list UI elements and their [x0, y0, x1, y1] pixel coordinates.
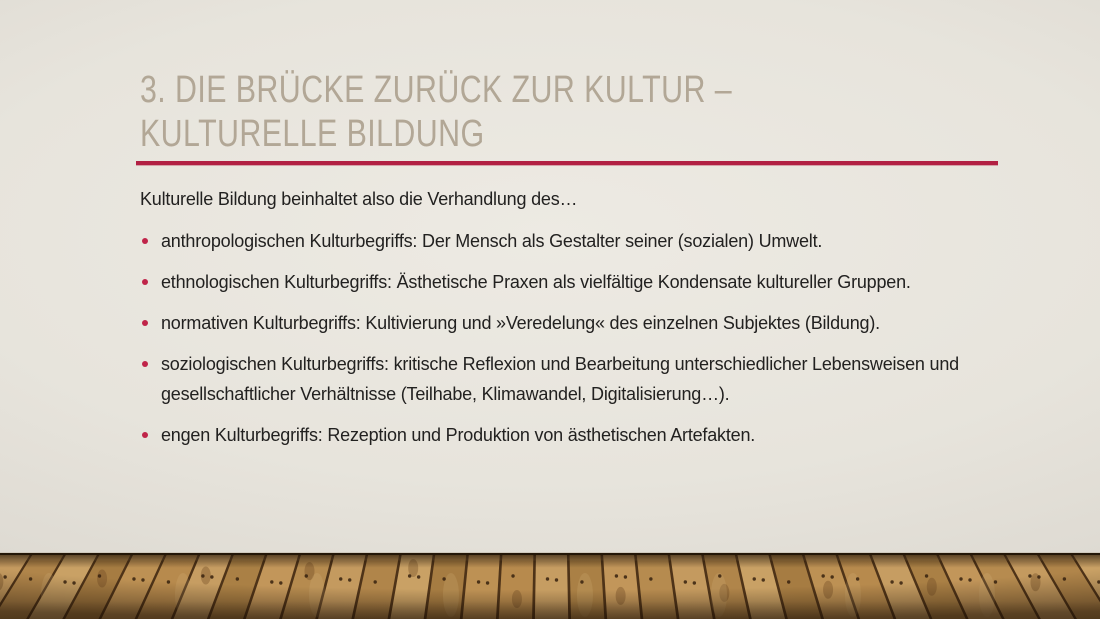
bullet-icon	[142, 320, 148, 326]
intro-text: Kulturelle Bildung beinhaltet also die Verhandlung des…	[140, 189, 578, 209]
wall-floor-junction-line	[0, 553, 1100, 555]
page-title	[140, 68, 732, 156]
list-item	[140, 420, 1040, 450]
floor-bottom-shadow	[0, 553, 1100, 619]
bullet-text: anthropologischen Kulturbegriffs: Der Mensch als Gestalter seiner (sozialen) Umwelt.	[161, 231, 823, 251]
list-item	[140, 349, 1040, 409]
list-item	[140, 308, 1040, 338]
title-line-1: 3. DIE BRÜCKE ZURÜCK ZUR KULTUR –	[140, 69, 733, 111]
bullet-list	[140, 226, 1040, 461]
bullet-text: normativen Kulturbegriffs: Kultivierung und »Veredelung« des einzelnen Subjektes (Bildung).	[161, 313, 880, 333]
bullet-icon	[142, 279, 148, 285]
bullet-icon	[142, 361, 148, 367]
bullet-icon	[142, 238, 148, 244]
bullet-text: ethnologischen Kulturbegriffs: Ästhetische Praxen als vielfältige Kondensate kultureller Gruppen.	[161, 272, 911, 292]
wood-floor-image	[0, 552, 1100, 619]
bullet-icon	[142, 432, 148, 438]
list-item	[140, 226, 1040, 256]
wood-floor-graphic	[0, 553, 1100, 619]
title-accent-divider	[136, 161, 998, 165]
title-line-2: KULTURELLE BILDUNG	[140, 113, 485, 155]
bullet-text: soziologischen Kulturbegriffs: kritische Reflexion und Bearbeitung unterschiedlicher Lebensweisen und gesellschaftlicher Verhältnisse (Teilhabe, Klimawandel, Digitalisierung…).	[161, 354, 959, 404]
bullet-text: engen Kulturbegriffs: Rezeption und Produktion von ästhetischen Artefakten.	[161, 425, 756, 445]
list-item	[140, 267, 1040, 297]
